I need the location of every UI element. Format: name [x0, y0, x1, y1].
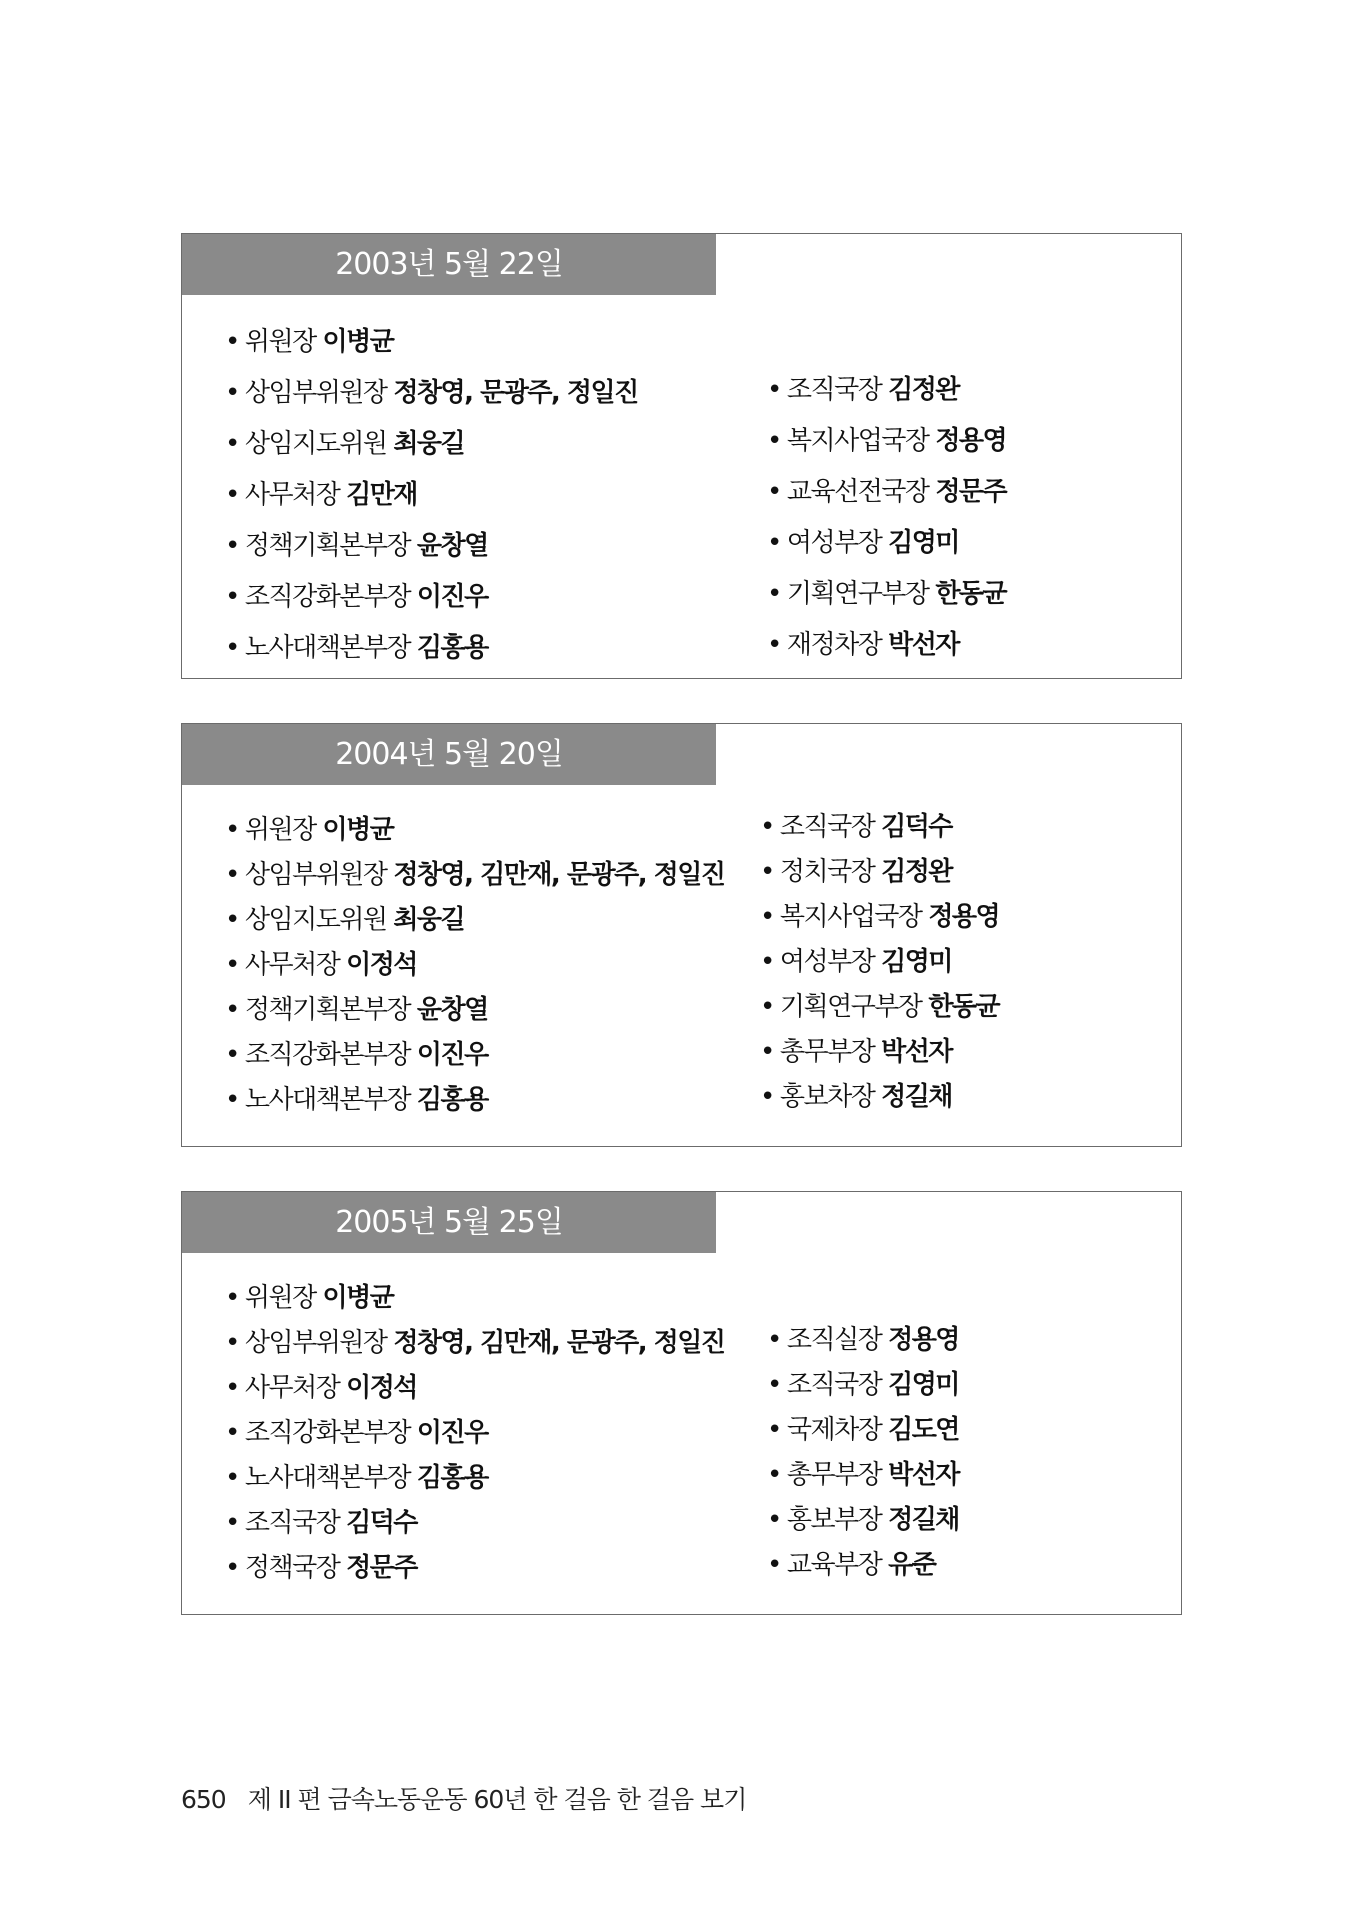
- role: 사무처장: [244, 950, 340, 980]
- list-item: • 기획연구부장 한동균: [760, 992, 1000, 1022]
- list-item: • 교육선전국장 정문주: [767, 477, 1007, 507]
- member-name: 정창영, 김만재, 문광주, 정일진: [393, 1328, 725, 1358]
- role: 정책기획본부장: [244, 995, 411, 1025]
- running-title: 제 II 편 금속노동운동 60년 한 걸음 한 걸음 보기: [247, 1785, 747, 1814]
- role: 홍보부장: [786, 1505, 882, 1535]
- member-name: 김덕수: [346, 1508, 417, 1538]
- section-date: 2005년 5월 25일: [182, 1192, 716, 1253]
- list-item: • 사무처장 김만재: [225, 480, 417, 510]
- page-number: 650: [181, 1785, 226, 1814]
- member-name: 김정완: [881, 857, 952, 887]
- list-item: • 정치국장 김정완: [760, 857, 952, 887]
- role: 정치국장: [779, 857, 875, 887]
- member-name: 김홍용: [416, 1085, 488, 1115]
- role: 노사대책본부장: [244, 1085, 411, 1115]
- role: 조직강화본부장: [244, 582, 411, 612]
- member-name: 이정석: [346, 1373, 417, 1403]
- list-item: • 위원장 이병균: [225, 815, 394, 845]
- member-name: 이진우: [416, 1418, 488, 1448]
- page-footer: [181, 1780, 746, 1816]
- member-name: 김정완: [888, 375, 959, 405]
- role: 사무처장: [244, 1373, 340, 1403]
- member-name: 김홍용: [416, 1463, 488, 1493]
- list-item: • 노사대책본부장 김홍용: [225, 1085, 488, 1115]
- role: 조직국장: [244, 1508, 340, 1538]
- section-date: 2004년 5월 20일: [182, 724, 716, 785]
- member-name: 유준: [888, 1550, 936, 1580]
- member-name: 이정석: [346, 950, 417, 980]
- role: 재정차장: [786, 630, 882, 660]
- member-name: 최웅길: [393, 429, 465, 459]
- list-item: • 위원장 이병균: [225, 327, 394, 357]
- list-item: • 교육부장 유준: [767, 1550, 936, 1580]
- role: 조직국장: [786, 1370, 882, 1400]
- list-item: • 정책기획본부장 윤창열: [225, 531, 488, 561]
- member-name: 김홍용: [416, 633, 488, 663]
- member-name: 최웅길: [393, 905, 465, 935]
- role: 조직강화본부장: [244, 1040, 411, 1070]
- role: 기획연구부장: [779, 992, 922, 1022]
- list-item: • 재정차장 박선자: [767, 630, 959, 660]
- member-name: 박선자: [888, 1460, 959, 1490]
- role: 상임부위원장: [244, 860, 387, 890]
- role: 사무처장: [244, 480, 340, 510]
- member-name: 윤창열: [416, 531, 488, 561]
- member-name: 정문주: [935, 477, 1007, 507]
- list-item: • 노사대책본부장 김홍용: [225, 633, 488, 663]
- member-name: 이병균: [322, 815, 394, 845]
- list-item: • 복지사업국장 정용영: [760, 902, 1000, 932]
- role: 국제차장: [786, 1415, 882, 1445]
- member-name: 김만재: [346, 480, 417, 510]
- list-item: • 조직강화본부장 이진우: [225, 1040, 488, 1070]
- member-name: 이진우: [416, 582, 488, 612]
- role: 위원장: [244, 815, 316, 845]
- role: 조직국장: [786, 375, 882, 405]
- role: 조직강화본부장: [244, 1418, 411, 1448]
- list-item: • 복지사업국장 정용영: [767, 426, 1007, 456]
- role: 정책국장: [244, 1553, 340, 1583]
- role: 상임부위원장: [244, 1328, 387, 1358]
- member-name: 정길채: [888, 1505, 959, 1535]
- role: 위원장: [244, 1283, 316, 1313]
- role: 상임지도위원: [244, 429, 387, 459]
- member-name: 한동균: [928, 992, 1000, 1022]
- list-item: • 총무부장 박선자: [767, 1460, 959, 1490]
- role: 여성부장: [786, 528, 882, 558]
- role: 조직국장: [779, 812, 875, 842]
- role: 노사대책본부장: [244, 1463, 411, 1493]
- role: 여성부장: [779, 947, 875, 977]
- section-2003: [181, 233, 1182, 679]
- role: 복지사업국장: [779, 902, 922, 932]
- member-name: 김영미: [881, 947, 952, 977]
- member-name: 정문주: [346, 1553, 417, 1583]
- list-item: • 정책국장 정문주: [225, 1553, 417, 1583]
- member-name: 윤창열: [416, 995, 488, 1025]
- role: 조직실장: [786, 1325, 882, 1355]
- section-date: 2003년 5월 22일: [182, 234, 716, 295]
- list-item: • 위원장 이병균: [225, 1283, 394, 1313]
- member-name: 이병균: [322, 1283, 394, 1313]
- section-2005: [181, 1191, 1182, 1615]
- list-item: • 조직국장 김덕수: [760, 812, 952, 842]
- member-name: 김영미: [888, 1370, 959, 1400]
- member-name: 이병균: [322, 327, 394, 357]
- role: 총무부장: [779, 1037, 875, 1067]
- member-name: 박선자: [888, 630, 959, 660]
- list-item: • 사무처장 이정석: [225, 950, 417, 980]
- role: 노사대책본부장: [244, 633, 411, 663]
- role: 총무부장: [786, 1460, 882, 1490]
- list-item: • 조직강화본부장 이진우: [225, 582, 488, 612]
- role: 상임지도위원: [244, 905, 387, 935]
- list-item: • 조직국장 김정완: [767, 375, 959, 405]
- member-name: 정창영, 김만재, 문광주, 정일진: [393, 860, 725, 890]
- role: 위원장: [244, 327, 316, 357]
- list-item: • 조직강화본부장 이진우: [225, 1418, 488, 1448]
- list-item: • 홍보차장 정길채: [760, 1082, 952, 1112]
- list-item: • 홍보부장 정길채: [767, 1505, 959, 1535]
- list-item: • 상임부위원장 정창영, 김만재, 문광주, 정일진: [225, 1328, 725, 1358]
- role: 교육부장: [786, 1550, 882, 1580]
- role: 정책기획본부장: [244, 531, 411, 561]
- member-name: 정길채: [881, 1082, 952, 1112]
- section-2004: [181, 723, 1182, 1147]
- list-item: • 상임지도위원 최웅길: [225, 905, 465, 935]
- role: 상임부위원장: [244, 378, 387, 408]
- role: 홍보차장: [779, 1082, 875, 1112]
- list-item: • 상임부위원장 정창영, 김만재, 문광주, 정일진: [225, 860, 725, 890]
- member-name: 정용영: [888, 1325, 959, 1355]
- role: 교육선전국장: [786, 477, 929, 507]
- member-name: 김도연: [888, 1415, 959, 1445]
- member-name: 정창영, 문광주, 정일진: [393, 378, 638, 408]
- member-name: 정용영: [928, 902, 1000, 932]
- role: 복지사업국장: [786, 426, 929, 456]
- list-item: • 조직실장 정용영: [767, 1325, 959, 1355]
- list-item: • 노사대책본부장 김홍용: [225, 1463, 488, 1493]
- list-item: • 조직국장 김덕수: [225, 1508, 417, 1538]
- list-item: • 상임지도위원 최웅길: [225, 429, 465, 459]
- list-item: • 상임부위원장 정창영, 문광주, 정일진: [225, 378, 638, 408]
- role: 기획연구부장: [786, 579, 929, 609]
- list-item: • 사무처장 이정석: [225, 1373, 417, 1403]
- list-item: • 총무부장 박선자: [760, 1037, 952, 1067]
- list-item: • 기획연구부장 한동균: [767, 579, 1007, 609]
- list-item: • 국제차장 김도연: [767, 1415, 959, 1445]
- member-name: 정용영: [935, 426, 1007, 456]
- member-name: 한동균: [935, 579, 1007, 609]
- member-name: 이진우: [416, 1040, 488, 1070]
- member-name: 김영미: [888, 528, 959, 558]
- list-item: • 여성부장 김영미: [760, 947, 952, 977]
- list-item: • 조직국장 김영미: [767, 1370, 959, 1400]
- list-item: • 여성부장 김영미: [767, 528, 959, 558]
- list-item: • 정책기획본부장 윤창열: [225, 995, 488, 1025]
- member-name: 김덕수: [881, 812, 952, 842]
- member-name: 박선자: [881, 1037, 952, 1067]
